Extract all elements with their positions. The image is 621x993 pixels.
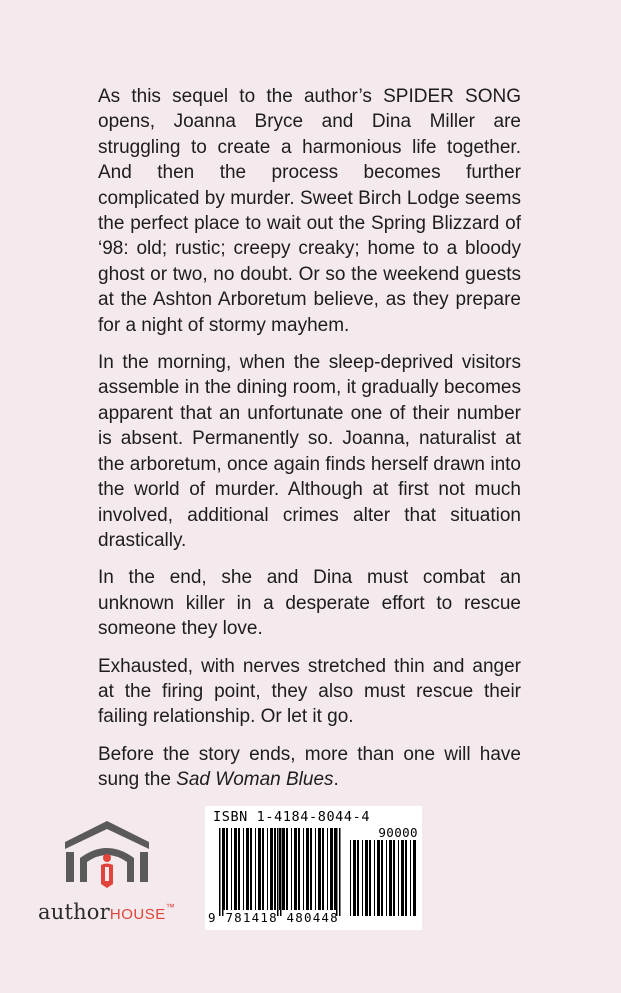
publisher-name-house: HOUSE — [109, 906, 166, 923]
isbn-barcode — [205, 806, 422, 930]
publisher-logo — [34, 818, 184, 928]
publisher-name-author: author — [38, 900, 110, 924]
blurb-paragraph-2: In the morning, when the sleep-deprived visitors assemble in the dining room, it gradually becomes apparent that an unfortunate one of their number is absent. Permanently so. Joanna, naturalist at the arboretum, once again finds herself drawn into the world of murder. Although at first not much involved, additional crimes alter that situation drastically. — [98, 352, 521, 551]
blurb-paragraph-3: In the end, she and Dina must combat an unknown killer in a desperate effort to rescue someone they love. — [98, 567, 521, 640]
ean-digits: 9 781418 480448 — [208, 910, 339, 925]
trademark-symbol: ™ — [165, 902, 175, 912]
price-code: 90000 — [378, 825, 418, 840]
isbn-label: ISBN 1-4184-8044-4 — [213, 809, 371, 825]
blurb-book-title: Sad Woman Blues — [176, 769, 334, 791]
publisher-name — [38, 900, 175, 924]
blurb-paragraph-4: Exhausted, with nerves stretched thin and anger at the firing point, they also must rescue their failing relationship. Or let it go. — [98, 655, 521, 728]
back-cover-blurb — [98, 84, 521, 805]
blurb-paragraph-1: As this sequel to the author’s SPIDER SONG opens, Joanna Bryce and Dina Miller are struggling to create a harmonious life together. And then the process becomes further complicated by murder. Sweet Birch Lodge seems the perfect place to wait out the Spring Blizzard of ‘98: old; rustic; creepy creaky; home to a bloody ghost or two, no doubt. Or so the weekend guests at the Ashton Arboretum believe, as they prepare for a night of stormy mayhem. — [98, 86, 521, 336]
blurb-p5-end: . — [333, 769, 339, 791]
blurb-paragraph-5 — [98, 742, 521, 793]
blurb-p5-start: Before the story ends, more than one will have sung the — [98, 743, 521, 791]
house-icon — [62, 818, 152, 898]
